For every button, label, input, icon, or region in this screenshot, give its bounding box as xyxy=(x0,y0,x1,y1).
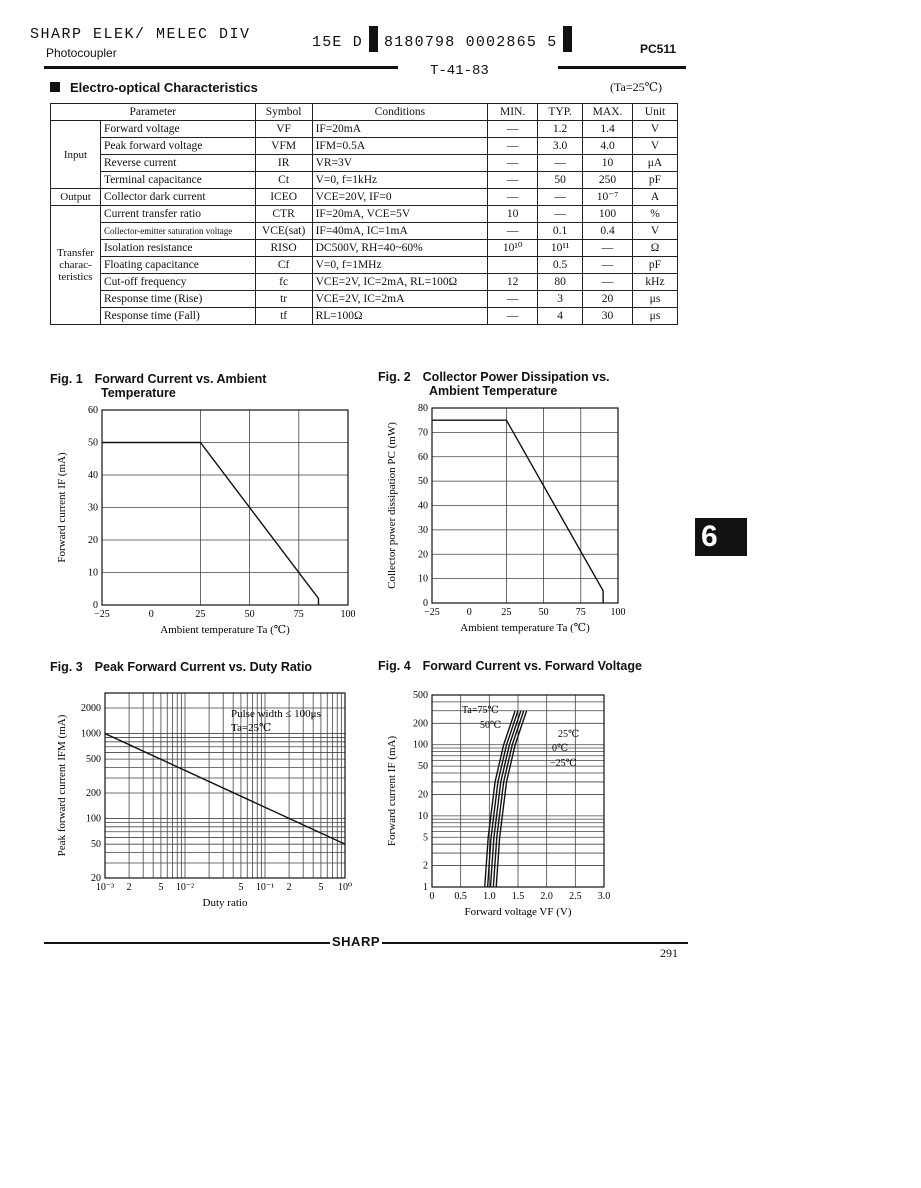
y-tick-label: 40 xyxy=(418,500,428,512)
cell-max: — xyxy=(583,274,633,291)
cell-param: Collector-emitter saturation voltage xyxy=(100,223,255,240)
cell-typ: 80 xyxy=(538,274,583,291)
y-tick-label: 70 xyxy=(418,427,428,439)
x-tick-label: 0 xyxy=(148,609,154,620)
x-tick-label: 75 xyxy=(293,609,304,620)
cell-max: 100 xyxy=(583,206,633,223)
cell-cond: VCE=2V, IC=2mA xyxy=(312,291,488,308)
y-tick-label: 0 xyxy=(423,598,428,609)
cell-unit: A xyxy=(633,189,678,206)
y-axis-label: Forward current IF (mA) xyxy=(56,452,68,563)
x-tick-label: 25 xyxy=(195,609,206,620)
plot-frame xyxy=(105,693,345,878)
cell-unit: μs xyxy=(633,291,678,308)
cell-min: — xyxy=(488,308,538,325)
x-tick-label: 3.0 xyxy=(597,891,611,902)
y-axis-label: Forward current IF (mA) xyxy=(386,735,398,847)
cell-cond: RL=100Ω xyxy=(312,308,488,325)
x-tick-label: 5 xyxy=(238,882,244,893)
x-tick-label: 10⁰ xyxy=(337,882,353,893)
y-tick-label: 30 xyxy=(88,502,98,514)
curve-label-75: Ta=75℃ xyxy=(462,705,499,716)
x-axis-label: Forward voltage VF (V) xyxy=(464,906,572,918)
cell-typ: 0.1 xyxy=(538,223,583,240)
cell-unit: V xyxy=(633,223,678,240)
data-line xyxy=(105,734,345,845)
cell-typ: 10¹¹ xyxy=(538,240,583,257)
cell-unit: pF xyxy=(633,172,678,189)
cell-min: — xyxy=(488,223,538,240)
category-label: Photocoupler xyxy=(46,46,117,60)
cell-typ: 1.2 xyxy=(538,121,583,138)
y-tick-label: 500 xyxy=(413,690,428,701)
cell-min: 10¹⁰ xyxy=(488,240,538,257)
group-input: Input xyxy=(51,121,101,189)
x-tick-label: 2 xyxy=(286,882,292,893)
table-row xyxy=(51,308,678,325)
x-axis-label: Ambient temperature Ta (℃) xyxy=(160,624,290,636)
y-tick-label: 60 xyxy=(418,451,428,463)
cell-symbol: CTR xyxy=(255,206,312,223)
x-tick-label: 0 xyxy=(429,891,435,902)
cell-min: — xyxy=(488,291,538,308)
fig2-chart xyxy=(380,398,630,640)
footer-brand: SHARP xyxy=(332,934,381,949)
y-tick-label: 50 xyxy=(418,476,428,488)
fig3-plot xyxy=(56,693,352,909)
curve-label-0: 0℃ xyxy=(552,743,569,754)
cell-param: Peak forward voltage xyxy=(100,138,255,155)
bullet-square-icon xyxy=(50,82,60,92)
cell-max: 0.4 xyxy=(583,223,633,240)
fig1-title: Fig. 1 Forward Current vs. Ambient Temperature xyxy=(50,372,267,400)
cell-cond: VCE=2V, IC=2mA, RL=100Ω xyxy=(312,274,488,291)
cell-cond: V=0, f=1kHz xyxy=(312,172,488,189)
y-tick-label: 500 xyxy=(86,754,101,766)
cell-param: Isolation resistance xyxy=(100,240,255,257)
fig4-title: Fig. 4 Forward Current vs. Forward Voltage xyxy=(378,659,642,673)
cell-cond: IF=20mA xyxy=(312,121,488,138)
y-tick-label: 100 xyxy=(86,813,101,825)
y-tick-label: 30 xyxy=(418,524,428,536)
fig4-chart xyxy=(380,685,640,925)
table-row xyxy=(51,240,678,257)
table-row xyxy=(51,257,678,274)
cell-symbol: RISO xyxy=(255,240,312,257)
cell-typ: — xyxy=(538,155,583,172)
x-tick-label: 100 xyxy=(610,607,626,618)
cell-symbol: VFM xyxy=(255,138,312,155)
y-tick-label: 2000 xyxy=(81,702,101,714)
y-tick-label: 200 xyxy=(413,718,428,730)
x-tick-label: 50 xyxy=(538,607,549,618)
fig2-plot xyxy=(386,403,626,634)
cell-min: — xyxy=(488,189,538,206)
table-row xyxy=(51,291,678,308)
cell-param: Collector dark current xyxy=(100,189,255,206)
x-tick-label: 10⁻¹ xyxy=(255,882,275,893)
cell-symbol: IR xyxy=(255,155,312,172)
curve-label-minus25: −25℃ xyxy=(550,758,577,769)
group-transfer: Transfer charac-teristics xyxy=(51,206,101,325)
header-rule-right xyxy=(558,66,686,69)
cell-cond: VR=3V xyxy=(312,155,488,172)
cell-unit: % xyxy=(633,206,678,223)
table-row xyxy=(51,206,678,223)
cell-cond: IFM=0.5A xyxy=(312,138,488,155)
code-right: 8180798 0002865 5 xyxy=(384,34,558,51)
y-tick-label: 100 xyxy=(413,739,428,751)
fig3-title: Fig. 3 Peak Forward Current vs. Duty Ratio xyxy=(50,660,313,674)
cell-symbol: fc xyxy=(255,274,312,291)
cell-param: Response time (Rise) xyxy=(100,291,255,308)
cell-min: — xyxy=(488,172,538,189)
y-tick-label: 10 xyxy=(88,567,98,579)
table-row xyxy=(51,121,678,138)
y-tick-label: 80 xyxy=(418,403,428,414)
table-row xyxy=(51,155,678,172)
cell-min: — xyxy=(488,138,538,155)
cell-max: 20 xyxy=(583,291,633,308)
fig4-plot xyxy=(386,690,610,918)
cell-min: 10 xyxy=(488,206,538,223)
y-tick-label: 50 xyxy=(418,761,428,773)
x-tick-label: 75 xyxy=(575,607,586,618)
bar-mark xyxy=(369,26,378,52)
cell-max: 30 xyxy=(583,308,633,325)
cell-symbol: VF xyxy=(255,121,312,138)
cell-symbol: VCE(sat) xyxy=(255,223,312,240)
x-tick-label: 0.5 xyxy=(454,891,467,902)
fig1-plot xyxy=(56,405,356,636)
table-row xyxy=(51,138,678,155)
x-axis-label: Ambient temperature Ta (℃) xyxy=(460,622,590,634)
y-tick-label: 10 xyxy=(418,573,428,585)
y-tick-label: 1000 xyxy=(81,728,101,740)
cell-max: — xyxy=(583,257,633,274)
cell-min: — xyxy=(488,121,538,138)
cell-max: 1.4 xyxy=(583,121,633,138)
y-tick-label: 40 xyxy=(88,470,98,481)
cell-unit: μA xyxy=(633,155,678,172)
header-max: MAX. xyxy=(583,104,633,121)
cell-max: — xyxy=(583,240,633,257)
characteristics-table xyxy=(50,103,678,325)
cell-unit: V xyxy=(633,121,678,138)
cell-typ: 3.0 xyxy=(538,138,583,155)
x-tick-label: 10⁻³ xyxy=(95,882,115,893)
y-tick-label: 20 xyxy=(91,873,101,884)
cell-max: 10 xyxy=(583,155,633,172)
cell-param: Cut-off frequency xyxy=(100,274,255,291)
section-tab-badge: 6 xyxy=(695,518,747,556)
x-tick-label: 0 xyxy=(466,607,472,618)
y-tick-label: 50 xyxy=(91,839,101,851)
fig1-chart xyxy=(50,400,360,640)
cell-max: 4.0 xyxy=(583,138,633,155)
x-tick-label: 2.5 xyxy=(569,891,582,902)
table-row xyxy=(51,172,678,189)
cell-unit: μs xyxy=(633,308,678,325)
y-tick-label: 20 xyxy=(418,549,428,561)
x-tick-label: 5 xyxy=(318,882,324,893)
cell-cond: V=0, f=1MHz xyxy=(312,257,488,274)
table-row xyxy=(51,189,678,206)
section-title: Electro-optical Characteristics xyxy=(50,80,258,95)
curve-label-50: 50℃ xyxy=(480,720,502,731)
document-code xyxy=(312,26,578,52)
group-output: Output xyxy=(51,189,101,206)
table-row xyxy=(51,274,678,291)
y-tick-label: 2 xyxy=(423,860,428,872)
cell-param: Forward voltage xyxy=(100,121,255,138)
fig2-title: Fig. 2 Collector Power Dissipation vs. Ambient Temperature xyxy=(378,370,610,398)
x-tick-label: −25 xyxy=(424,607,440,618)
code-left: 15E D xyxy=(312,34,364,51)
data-line xyxy=(102,443,318,606)
header-parameter: Parameter xyxy=(51,104,256,121)
x-tick-label: 100 xyxy=(340,609,356,620)
t-code: T-41-83 xyxy=(430,63,489,79)
cell-cond: VCE=20V, IF=0 xyxy=(312,189,488,206)
cell-min: — xyxy=(488,155,538,172)
header-unit: Unit xyxy=(633,104,678,121)
cell-symbol: Ct xyxy=(255,172,312,189)
header-min: MIN. xyxy=(488,104,538,121)
y-tick-label: 10 xyxy=(418,810,428,822)
cell-symbol: ICEO xyxy=(255,189,312,206)
cell-param: Response time (Fall) xyxy=(100,308,255,325)
cell-typ: — xyxy=(538,206,583,223)
fig3-chart xyxy=(50,685,360,915)
cell-cond: IF=40mA, IC=1mA xyxy=(312,223,488,240)
header-typ: TYP. xyxy=(538,104,583,121)
cell-cond: IF=20mA, VCE=5V xyxy=(312,206,488,223)
cell-min xyxy=(488,257,538,274)
table-header-row xyxy=(51,104,678,121)
cell-max: 250 xyxy=(583,172,633,189)
cell-max: 10⁻⁷ xyxy=(583,189,633,206)
table-row xyxy=(51,223,678,240)
x-tick-label: 1.0 xyxy=(483,891,496,902)
y-tick-label: 50 xyxy=(88,437,98,449)
y-tick-label: 1 xyxy=(423,882,428,893)
cell-unit: pF xyxy=(633,257,678,274)
y-axis-label: Collector power dissipation PC (mW) xyxy=(386,422,398,589)
x-tick-label: 1.5 xyxy=(511,891,525,902)
cell-min: 12 xyxy=(488,274,538,291)
x-tick-label: 2.0 xyxy=(540,891,553,902)
x-tick-label: −25 xyxy=(94,609,110,620)
y-tick-label: 0 xyxy=(93,600,98,611)
cell-typ: — xyxy=(538,189,583,206)
part-number: PC511 xyxy=(640,42,677,56)
cell-param: Floating capacitance xyxy=(100,257,255,274)
x-tick-label: 2 xyxy=(126,882,132,893)
fig3-note-pulse: Pulse width ≤ 100μs xyxy=(231,708,321,720)
cell-typ: 50 xyxy=(538,172,583,189)
cell-symbol: Cf xyxy=(255,257,312,274)
y-tick-label: 60 xyxy=(88,405,98,416)
x-tick-label: 50 xyxy=(244,609,255,620)
header-rule-left xyxy=(44,66,398,69)
cell-typ: 0.5 xyxy=(538,257,583,274)
x-tick-label: 25 xyxy=(501,607,512,618)
x-tick-label: 10⁻² xyxy=(175,882,195,893)
cell-symbol: tr xyxy=(255,291,312,308)
y-axis-label: Peak forward current IFM (mA) xyxy=(56,714,68,857)
cell-unit: kHz xyxy=(633,274,678,291)
fig3-note-ta: Ta=25℃ xyxy=(231,722,272,734)
header-symbol: Symbol xyxy=(255,104,312,121)
page-number: 291 xyxy=(660,946,678,960)
cell-symbol: tf xyxy=(255,308,312,325)
table-condition: (Ta=25℃) xyxy=(610,80,663,94)
y-tick-label: 20 xyxy=(418,789,428,801)
cell-param: Reverse current xyxy=(100,155,255,172)
y-tick-label: 200 xyxy=(86,787,101,799)
cell-param: Terminal capacitance xyxy=(100,172,255,189)
x-tick-label: 5 xyxy=(158,882,164,893)
cell-param: Current transfer ratio xyxy=(100,206,255,223)
company-header: SHARP ELEK/ MELEC DIV xyxy=(30,26,251,43)
bar-mark xyxy=(563,26,572,52)
data-line xyxy=(432,420,603,603)
cell-unit: V xyxy=(633,138,678,155)
cell-unit: Ω xyxy=(633,240,678,257)
curve-label-25: 25℃ xyxy=(558,729,580,740)
cell-typ: 3 xyxy=(538,291,583,308)
y-tick-label: 20 xyxy=(88,535,98,546)
cell-typ: 4 xyxy=(538,308,583,325)
x-axis-label: Duty ratio xyxy=(202,897,248,909)
y-tick-label: 5 xyxy=(423,832,428,844)
header-conditions: Conditions xyxy=(312,104,488,121)
cell-cond: DC500V, RH=40~60% xyxy=(312,240,488,257)
